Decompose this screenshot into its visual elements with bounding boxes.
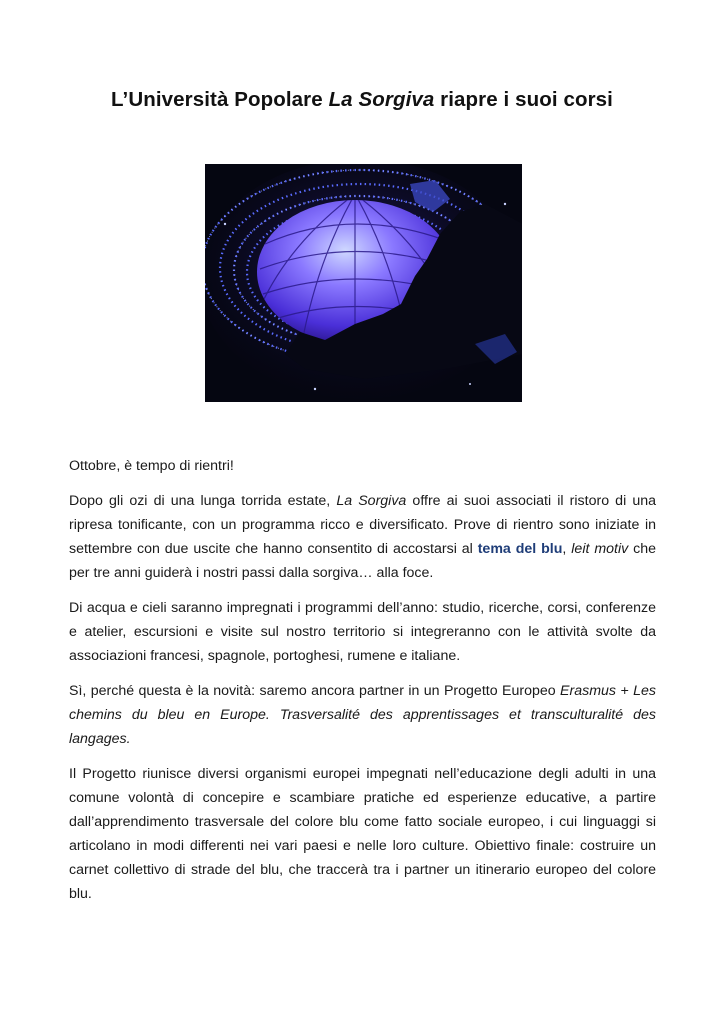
page-title xyxy=(0,88,724,112)
p2-a: Dopo gli ozi di una lunga torrida estate, xyxy=(69,493,337,509)
paragraph-3: Di acqua e cieli saranno impregnati i programmi dell’anno: studio, ricerche, corsi, conferenze e atelier, escursioni e visite sul nostro territorio si integreranno con le attività svolte da associazioni francesi, spagnole, portoghesi, rumene e italiane. xyxy=(69,600,656,664)
p2-e: , xyxy=(562,541,572,557)
paragraph-5: Il Progetto riunisce diversi organismi europei impegnati nell’educazione degli adulti in una comune volontà di concepire e scambiare pratiche ed esperienze educative, a partire dall’apprendimento trasversale del colore blu come fatto sociale europeo, i cui linguaggi si articolano in modi differenti nei vari paesi e nelle loro culture. Obiettivo finale: costruire un carnet collettivo di strade del blu, che traccerà tra i partner un itinerario europeo del colore blu. xyxy=(69,766,656,902)
paragraph-intro: Ottobre, è tempo di rientri! xyxy=(69,458,234,474)
title-part-1: L’Università Popolare xyxy=(111,88,329,111)
p4-italic-project: Erasmus + Les chemins du bleu en Europe. Trasversalité des apprentissages et transculturalité des langages. xyxy=(69,683,656,747)
article-body xyxy=(69,454,656,917)
title-part-2: riapre i suoi corsi xyxy=(434,88,613,111)
dome-photo xyxy=(205,164,522,402)
p2-italic-leitmotiv: leit motiv xyxy=(571,541,629,557)
title-italic: La Sorgiva xyxy=(328,88,435,111)
dome-illustration xyxy=(205,164,522,402)
p2-italic-name: La Sorgiva xyxy=(336,493,407,509)
p2-c: offre ai suoi associati il ristoro di una ripresa tonificante, con un programma ricco e diversificato. Prove di rientro sono iniziate in settembre con due uscite che hanno consentito di accostarsi al xyxy=(69,493,657,557)
p4-a: Sì, perché questa è la novità: saremo ancora partner in un Progetto Europeo xyxy=(69,683,561,699)
p2-g: che per tre anni guiderà i nostri passi dalla sorgiva… alla foce. xyxy=(69,541,657,581)
p2-highlight-theme: tema del blu xyxy=(477,541,563,557)
paragraph-4 xyxy=(69,679,656,751)
paragraph-2 xyxy=(69,489,656,585)
